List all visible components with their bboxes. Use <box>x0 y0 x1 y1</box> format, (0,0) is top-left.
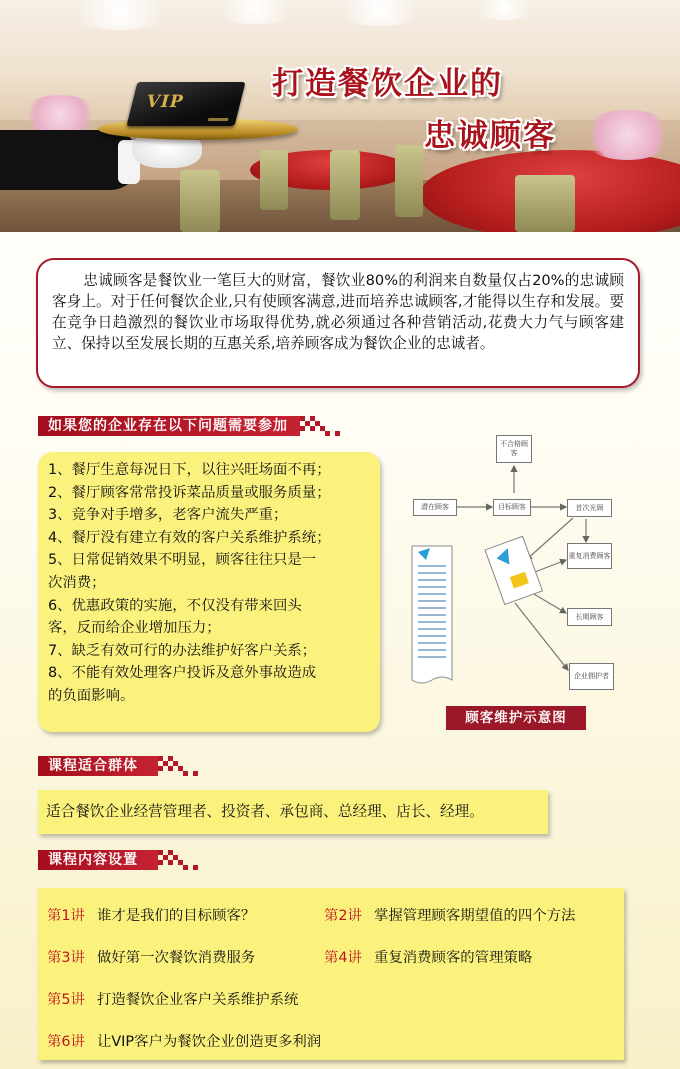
lesson-item <box>47 1030 321 1051</box>
list-item: 5、日常促销效果不明显，顾客往往只是一 <box>48 552 317 569</box>
list-item: 7、缺乏有效可行的办法维护好客户关系； <box>48 642 317 659</box>
checker-decoration <box>158 850 198 870</box>
list-item: 4、餐厅没有建立有效的客户关系维护系统； <box>48 529 331 546</box>
chair <box>260 150 288 210</box>
intro-text: 忠诚顾客是餐饮业一笔巨大的财富，餐饮业80%的利润来自数量仅占20%的忠诚顾客身上。对于任何餐饮企业,只有使顾客满意,进而培养忠诚顾客,才能得以生存和发展。要在竞争日趋激烈的餐饮业市场取得优势,就必须通过各种营销活动,花费大力气与顾客建立、保持以至发展长期的互惠关系,培养顾客成为餐饮企业的忠诚者。 <box>52 272 624 352</box>
lesson-title: 让VIP客户为餐饮企业创造更多利润 <box>96 1034 322 1050</box>
box-advocate: 企业拥护者 <box>569 663 614 690</box>
intro-box <box>36 258 640 388</box>
lessons-box <box>38 888 624 1060</box>
lesson-number: 第4讲 <box>324 950 362 966</box>
lesson-title: 重复消费顾客的管理策略 <box>373 950 533 966</box>
checker-decoration <box>300 416 340 436</box>
intro-paragraph <box>52 270 624 354</box>
lesson-title: 掌握管理顾客期望值的四个方法 <box>373 908 576 924</box>
lesson-number: 第5讲 <box>47 992 85 1008</box>
lesson-item <box>47 946 255 967</box>
hero-title-line2: 忠诚顾客 <box>424 118 556 154</box>
list-item: 的负面影响。 <box>48 687 135 704</box>
list-item: 6、优惠政策的实施，不仅没有带来回头 <box>48 597 302 614</box>
flower-centerpiece <box>20 95 100 135</box>
chair <box>395 145 423 217</box>
hero-banner <box>0 0 680 232</box>
lesson-item <box>47 904 255 925</box>
chair <box>330 150 360 220</box>
list-item: 8、不能有效处理客户投诉及意外事故造成 <box>48 665 317 682</box>
box-first-visit: 首次光顾 <box>567 499 612 517</box>
section-banner-content: 课程内容设置 <box>38 850 158 870</box>
box-repeat-customer: 重复消费顾客 <box>567 543 612 569</box>
checker-decoration <box>158 756 198 776</box>
chair <box>515 175 575 232</box>
lesson-item <box>47 988 298 1009</box>
list-item: 客，反而给企业增加压力； <box>48 620 221 637</box>
lesson-item <box>324 904 575 925</box>
section-banner-audience: 课程适合群体 <box>38 756 158 776</box>
vip-card <box>127 82 246 126</box>
hero-title-line1: 打造餐饮企业的 <box>272 66 503 102</box>
audience-box: 适合餐饮企业经营管理者、投资者、承包商、总经理、店长、经理。 <box>38 790 548 834</box>
list-item: 次消费； <box>48 574 106 591</box>
vip-card-label: VIP <box>144 92 186 112</box>
lesson-item <box>324 946 532 967</box>
lesson-title: 谁才是我们的目标顾客？ <box>96 908 256 924</box>
lesson-number: 第6讲 <box>47 1034 85 1050</box>
lesson-number: 第1讲 <box>47 908 85 924</box>
lesson-title: 做好第一次餐饮消费服务 <box>96 950 256 966</box>
lesson-number: 第3讲 <box>47 950 85 966</box>
box-target-customer: 目标顾客 <box>493 499 531 516</box>
card-stripe <box>208 118 229 121</box>
box-longterm-customer: 长期顾客 <box>567 608 612 626</box>
chair <box>180 170 220 232</box>
lesson-number: 第2讲 <box>324 908 362 924</box>
box-potential-customer: 潜在顾客 <box>413 499 457 516</box>
flower-centerpiece <box>580 110 675 160</box>
box-unfit-customer: 不合格顾客 <box>496 435 532 463</box>
list-item: 1、餐厅生意每况日下，以往兴旺场面不再； <box>48 462 331 478</box>
customer-maintenance-diagram <box>400 430 650 700</box>
problems-list <box>38 452 380 732</box>
list-item: 2、餐厅顾客常常投诉菜品质量或服务质量； <box>48 484 331 501</box>
diagram-caption: 顾客维护示意图 <box>446 706 586 730</box>
diagram-arrows <box>400 430 650 700</box>
section-banner-problems: 如果您的企业存在以下问题需要参加 <box>38 416 300 436</box>
lesson-title: 打造餐饮企业客户关系维护系统 <box>96 992 299 1008</box>
list-item: 3、竞争对手增多，老客户流失严重； <box>48 507 288 524</box>
